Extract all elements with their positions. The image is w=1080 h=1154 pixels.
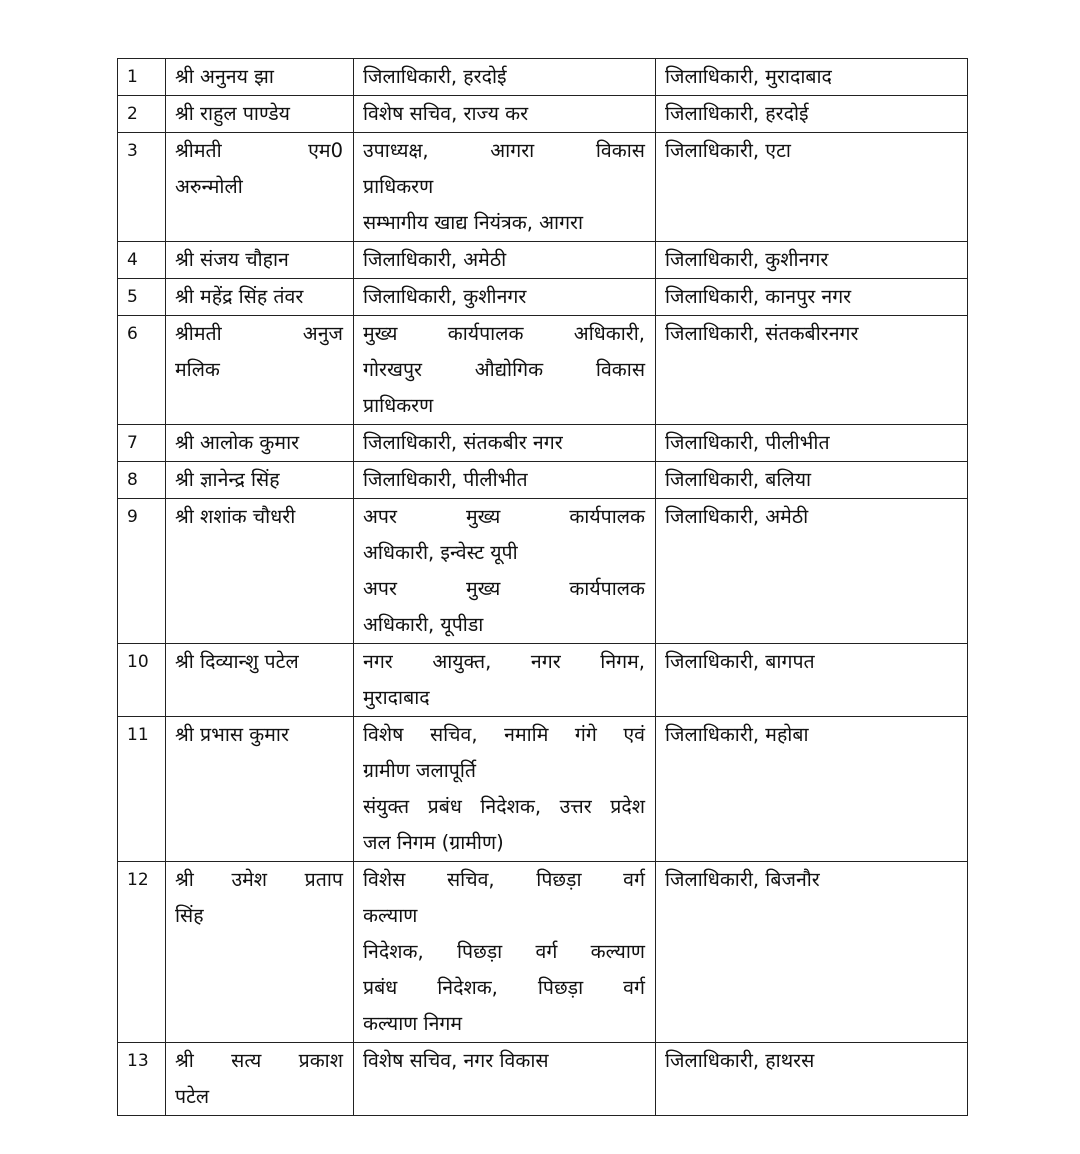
serial-number-cell xyxy=(118,96,166,133)
current-post-line: प्राधिकरण xyxy=(363,175,434,198)
officer-name-cell xyxy=(166,96,354,133)
new-post-cell xyxy=(656,279,968,316)
current-post-line: संयुक्त प्रबंध निदेशक, उत्तर प्रदेश xyxy=(363,795,645,818)
new-post-text: जिलाधिकारी, हाथरस xyxy=(665,1049,815,1072)
serial-number: 2 xyxy=(127,104,138,124)
officer-name-cell xyxy=(166,133,354,242)
new-post-cell xyxy=(656,242,968,279)
new-post-cell xyxy=(656,644,968,717)
new-post-cell xyxy=(656,425,968,462)
new-post-text: जिलाधिकारी, बिजनौर xyxy=(665,868,820,891)
current-post-line: जिलाधिकारी, कुशीनगर xyxy=(363,285,527,308)
new-post-cell xyxy=(656,862,968,1043)
current-post-cell xyxy=(354,316,656,425)
officer-name-line: अरुन्मोली xyxy=(175,175,243,198)
serial-number-cell xyxy=(118,133,166,242)
officer-name-line: श्री राहुल पाण्डेय xyxy=(175,102,290,125)
current-post-line: अधिकारी, यूपीडा xyxy=(363,613,484,636)
table-row xyxy=(118,96,968,133)
serial-number-cell xyxy=(118,1043,166,1116)
current-post-line: जिलाधिकारी, हरदोई xyxy=(363,65,507,88)
current-post-line: प्राधिकरण xyxy=(363,394,434,417)
new-post-cell xyxy=(656,96,968,133)
officer-name-line: मलिक xyxy=(175,358,220,381)
serial-number: 4 xyxy=(127,250,138,270)
serial-number: 10 xyxy=(127,652,149,672)
current-post-line: विशेष सचिव, नगर विकास xyxy=(363,1049,549,1072)
current-post-line: जिलाधिकारी, पीलीभीत xyxy=(363,468,528,491)
serial-number: 11 xyxy=(127,725,149,745)
officer-name-cell xyxy=(166,316,354,425)
new-post-text: जिलाधिकारी, हरदोई xyxy=(665,102,809,125)
officer-name-cell xyxy=(166,59,354,96)
new-post-text: जिलाधिकारी, कानपुर नगर xyxy=(665,285,852,308)
current-post-cell xyxy=(354,499,656,644)
officer-name-line: श्री सत्य प्रकाश xyxy=(175,1049,343,1072)
table-row xyxy=(118,644,968,717)
table-row xyxy=(118,499,968,644)
serial-number-cell xyxy=(118,499,166,644)
officer-name-line: श्री शशांक चौधरी xyxy=(175,505,296,528)
officer-name-line: श्रीमती एम0 xyxy=(175,139,343,162)
table-row xyxy=(118,59,968,96)
new-post-cell xyxy=(656,1043,968,1116)
current-post-line: प्रबंध निदेशक, पिछड़ा वर्ग xyxy=(363,976,645,999)
current-post-cell xyxy=(354,242,656,279)
serial-number-cell xyxy=(118,717,166,862)
officer-name-line: श्री दिव्यान्शु पटेल xyxy=(175,650,299,673)
serial-number: 8 xyxy=(127,470,138,490)
current-post-line: विशेष सचिव, नमामि गंगे एवं xyxy=(363,723,645,746)
current-post-line: जिलाधिकारी, संतकबीर नगर xyxy=(363,431,563,454)
serial-number: 13 xyxy=(127,1051,149,1071)
officer-name-line: श्रीमती अनुज xyxy=(175,322,343,345)
table-row xyxy=(118,425,968,462)
serial-number: 5 xyxy=(127,287,138,307)
current-post-line: मुख्य कार्यपालक अधिकारी, xyxy=(363,322,645,345)
serial-number-cell xyxy=(118,279,166,316)
serial-number-cell xyxy=(118,862,166,1043)
serial-number-cell xyxy=(118,462,166,499)
officer-name-line: श्री ज्ञानेन्द्र सिंह xyxy=(175,468,280,491)
officer-name-cell xyxy=(166,462,354,499)
officer-name-line: सिंह xyxy=(175,904,204,927)
new-post-cell xyxy=(656,133,968,242)
serial-number: 7 xyxy=(127,433,138,453)
current-post-cell xyxy=(354,59,656,96)
table-row xyxy=(118,862,968,1043)
current-post-line: कल्याण xyxy=(363,904,418,927)
table-row xyxy=(118,316,968,425)
officer-name-line: श्री संजय चौहान xyxy=(175,248,289,271)
officer-name-line: श्री महेंद्र सिंह तंवर xyxy=(175,285,304,308)
current-post-line: विशेस सचिव, पिछड़ा वर्ग xyxy=(363,868,645,891)
current-post-line: नगर आयुक्त, नगर निगम, xyxy=(363,650,645,673)
new-post-text: जिलाधिकारी, अमेठी xyxy=(665,505,809,528)
current-post-cell xyxy=(354,279,656,316)
current-post-line: कल्याण निगम xyxy=(363,1012,463,1035)
serial-number: 12 xyxy=(127,870,149,890)
table-row xyxy=(118,462,968,499)
new-post-cell xyxy=(656,462,968,499)
officer-name-cell xyxy=(166,242,354,279)
new-post-text: जिलाधिकारी, बागपत xyxy=(665,650,815,673)
serial-number-cell xyxy=(118,316,166,425)
current-post-line: गोरखपुर औद्योगिक विकास xyxy=(363,358,645,381)
current-post-line: जिलाधिकारी, अमेठी xyxy=(363,248,507,271)
new-post-text: जिलाधिकारी, एटा xyxy=(665,139,791,162)
serial-number: 9 xyxy=(127,507,138,527)
current-post-cell xyxy=(354,644,656,717)
new-post-text: जिलाधिकारी, महोबा xyxy=(665,723,809,746)
current-post-line: उपाध्यक्ष, आगरा विकास xyxy=(363,139,645,162)
officer-name-cell xyxy=(166,717,354,862)
new-post-cell xyxy=(656,499,968,644)
officer-name-cell xyxy=(166,279,354,316)
current-post-line: सम्भागीय खाद्य नियंत्रक, आगरा xyxy=(363,211,584,234)
current-post-line: विशेष सचिव, राज्य कर xyxy=(363,102,529,125)
table-row xyxy=(118,279,968,316)
table-row xyxy=(118,1043,968,1116)
table-body xyxy=(118,59,968,1116)
new-post-cell xyxy=(656,316,968,425)
serial-number: 3 xyxy=(127,141,138,161)
serial-number-cell xyxy=(118,425,166,462)
current-post-line: मुरादाबाद xyxy=(363,686,430,709)
officer-name-cell xyxy=(166,425,354,462)
new-post-cell xyxy=(656,717,968,862)
current-post-cell xyxy=(354,96,656,133)
current-post-cell xyxy=(354,717,656,862)
current-post-line: अपर मुख्य कार्यपालक xyxy=(363,505,645,528)
current-post-line: जल निगम (ग्रामीण) xyxy=(363,831,504,854)
serial-number: 1 xyxy=(127,67,138,87)
serial-number-cell xyxy=(118,644,166,717)
current-post-cell xyxy=(354,133,656,242)
current-post-cell xyxy=(354,862,656,1043)
transfer-table xyxy=(117,58,968,1116)
serial-number-cell xyxy=(118,242,166,279)
new-post-text: जिलाधिकारी, मुरादाबाद xyxy=(665,65,832,88)
current-post-line: अधिकारी, इन्वेस्ट यूपी xyxy=(363,541,518,564)
officer-name-line: श्री अनुनय झा xyxy=(175,65,274,88)
officer-name-line: श्री आलोक कुमार xyxy=(175,431,300,454)
officer-name-line: पटेल xyxy=(175,1085,210,1108)
current-post-cell xyxy=(354,462,656,499)
new-post-text: जिलाधिकारी, बलिया xyxy=(665,468,812,491)
current-post-line: निदेशक, पिछड़ा वर्ग कल्याण xyxy=(363,940,645,963)
officer-name-cell xyxy=(166,644,354,717)
new-post-cell xyxy=(656,59,968,96)
new-post-text: जिलाधिकारी, संतकबीरनगर xyxy=(665,322,859,345)
officer-name-line: श्री प्रभास कुमार xyxy=(175,723,289,746)
new-post-text: जिलाधिकारी, कुशीनगर xyxy=(665,248,829,271)
current-post-cell xyxy=(354,425,656,462)
officer-name-line: श्री उमेश प्रताप xyxy=(175,868,343,891)
table-row xyxy=(118,242,968,279)
table-row xyxy=(118,717,968,862)
officer-name-cell xyxy=(166,499,354,644)
current-post-line: अपर मुख्य कार्यपालक xyxy=(363,577,645,600)
new-post-text: जिलाधिकारी, पीलीभीत xyxy=(665,431,830,454)
officer-name-cell xyxy=(166,862,354,1043)
current-post-line: ग्रामीण जलापूर्ति xyxy=(363,759,477,782)
serial-number-cell xyxy=(118,59,166,96)
officer-name-cell xyxy=(166,1043,354,1116)
serial-number: 6 xyxy=(127,324,138,344)
table-row xyxy=(118,133,968,242)
current-post-cell xyxy=(354,1043,656,1116)
